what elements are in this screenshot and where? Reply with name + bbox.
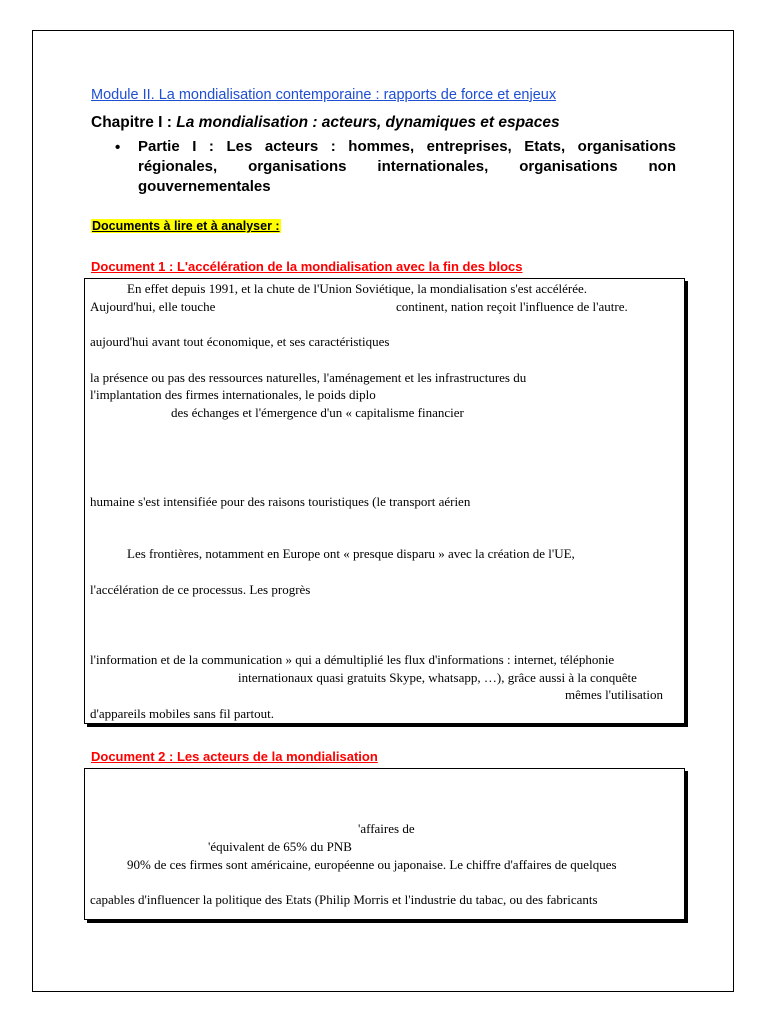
doc1-line: En effet depuis 1991, et la chute de l'Union Soviétique, la mondialisation s'est accélérée. xyxy=(127,281,588,296)
partie-line-1: Partie I : Les acteurs : hommes, entreprises, Etats, organisations xyxy=(138,138,676,155)
module-title: Module II. La mondialisation contemporaine : rapports de force et enjeux xyxy=(91,87,557,103)
doc1-line: humaine s'est intensifiée pour des raisons touristiques (le transport aérien xyxy=(90,494,471,509)
doc1-line: l'information et de la communication » qui a démultiplié les flux d'informations : internet, téléphonie xyxy=(90,652,615,667)
doc1-title: Document 1 : L'accélération de la mondialisation avec la fin des blocs xyxy=(91,259,523,274)
doc2-line: 90% de ces firmes sont américaine, européenne ou japonaise. Le chiffre d'affaires de quelques xyxy=(127,857,617,872)
doc1-line: mêmes l'utilisation xyxy=(565,687,664,702)
partie-line-2: régionales, organisations internationales, organisations non xyxy=(138,158,676,175)
doc2-line: capables d'influencer la politique des Etats (Philip Morris et l'industrie du tabac, ou des fabricants xyxy=(90,892,598,907)
doc2-line: 'affaires de xyxy=(358,821,415,836)
doc1-line: aujourd'hui avant tout économique, et ses caractéristiques xyxy=(90,334,390,349)
documents-label: Documents à lire et à analyser : xyxy=(92,219,280,233)
doc2-title: Document 2 : Les acteurs de la mondialisation xyxy=(91,749,378,764)
chapter-prefix: Chapitre I : xyxy=(91,114,177,131)
doc1-line: la présence ou pas des ressources naturelles, l'aménagement et les infrastructures du xyxy=(90,370,527,385)
doc1-line: l'implantation des firmes internationales, le poids diplo xyxy=(90,387,376,402)
doc1-line: d'appareils mobiles sans fil partout. xyxy=(90,706,274,721)
partie-heading xyxy=(138,137,676,197)
bullet-icon: • xyxy=(115,139,121,156)
doc1-line: Les frontières, notamment en Europe ont « presque disparu » avec la création de l'UE, xyxy=(127,546,575,561)
doc1-line: des échanges et l'émergence d'un « capitalisme financier xyxy=(171,405,464,420)
doc1-line: continent, nation reçoit l'influence de l'autre. xyxy=(396,299,628,314)
doc1-line: Aujourd'hui, elle touche xyxy=(90,299,216,314)
partie-line-3: gouvernementales xyxy=(138,178,271,195)
chapter-heading xyxy=(91,114,560,132)
doc2-line: 'équivalent de 65% du PNB xyxy=(208,839,352,854)
doc1-line: l'accélération de ce processus. Les progrès xyxy=(90,582,311,597)
doc1-line: internationaux quasi gratuits Skype, whatsapp, …), grâce aussi à la conquête xyxy=(238,670,637,685)
chapter-title: La mondialisation : acteurs, dynamiques et espaces xyxy=(176,114,560,131)
